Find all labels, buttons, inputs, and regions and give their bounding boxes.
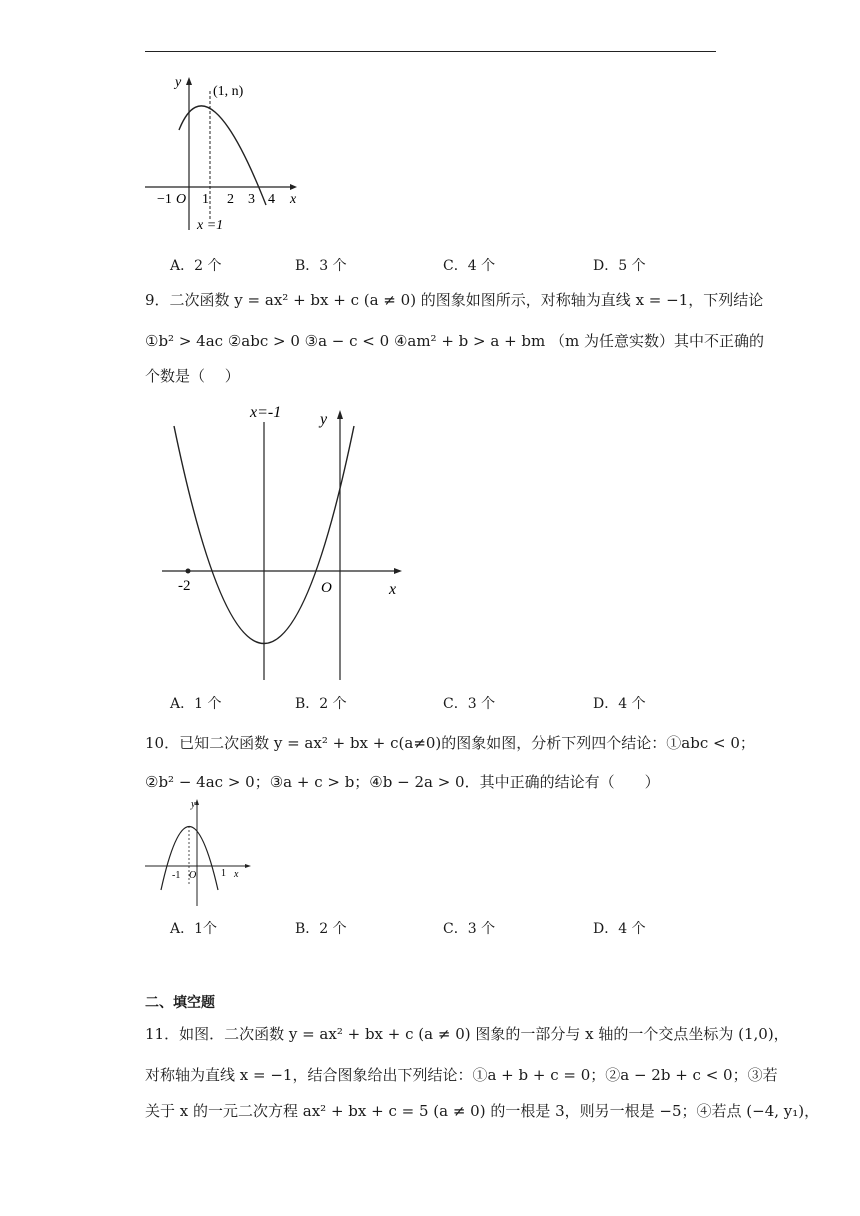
symmetry-axis-label: x=-1 — [250, 404, 282, 421]
y-axis-arrow — [337, 410, 343, 419]
q11-line-2: 对称轴为直线 x = −1，结合图象给出下列结论：①a + b + c = 0；②a − 2b + c < 0；③若 — [145, 1066, 778, 1084]
parabola-curve — [179, 106, 266, 205]
q8-option-c[interactable]: C．4 个 — [443, 258, 496, 274]
point-neg2-label: -2 — [178, 578, 191, 594]
point-neg2 — [186, 569, 191, 574]
q8-option-b[interactable]: B．3 个 — [295, 258, 347, 274]
y-axis-arrow — [186, 77, 192, 85]
origin-label: O — [189, 870, 197, 881]
tick-2: 2 — [227, 192, 234, 207]
y-label: y — [320, 411, 328, 428]
header-rule — [145, 51, 716, 52]
x-axis-arrow — [245, 864, 251, 868]
origin-label: O — [321, 580, 332, 596]
q10-option-a[interactable]: A．1个 — [170, 921, 218, 937]
tick-4: 4 — [268, 192, 275, 207]
q9-line-1: 9．二次函数 y = ax² + bx + c (a ≠ 0) 的图象如图所示，对称轴为直线 x = −1，下列结论 — [145, 291, 764, 309]
tick-1: 1 — [202, 192, 209, 207]
graph-q8 — [145, 70, 315, 235]
q9-line-3: 个数是（ ） — [145, 367, 240, 385]
q10-option-d[interactable]: D．4 个 — [593, 921, 646, 937]
tick-neg1: -1 — [172, 870, 181, 881]
y-label: y — [191, 799, 196, 810]
q8-option-a[interactable]: A．2 个 — [170, 258, 222, 274]
tick-1: 1 — [221, 868, 226, 879]
origin-label: O — [176, 192, 187, 207]
graph-q10 — [145, 798, 255, 910]
q11-line-1: 11．如图．二次函数 y = ax² + bx + c (a ≠ 0) 图象的一部分与 x 轴的一个交点坐标为 (1,0)， — [145, 1025, 789, 1043]
graph-q9 — [160, 400, 410, 685]
vertex-label: (1, n) — [213, 84, 244, 99]
q10-line-2: ②b² − 4ac > 0；③a + c > b；④b − 2a > 0．其中正确的结论有（ ） — [145, 773, 660, 791]
section-title: 二、填空题 — [145, 995, 215, 1011]
q10-option-b[interactable]: B．2 个 — [295, 921, 347, 937]
tick-neg1: −1 — [157, 192, 172, 207]
x-label: x — [290, 192, 297, 207]
y-axis-arrow — [195, 799, 199, 805]
q9-line-2: ①b² > 4ac ②abc > 0 ③a − c < 0 ④am² + b > a + bm （m 为任意实数）其中不正确的 — [145, 332, 765, 350]
x-axis-arrow — [290, 184, 297, 190]
q8-option-d[interactable]: D．5 个 — [593, 258, 646, 274]
y-label: y — [175, 75, 182, 90]
q9-option-d[interactable]: D．4 个 — [593, 696, 646, 712]
q9-option-b[interactable]: B．2 个 — [295, 696, 347, 712]
q9-option-a[interactable]: A．1 个 — [170, 696, 222, 712]
x-axis-arrow — [394, 568, 402, 574]
symmetry-axis-label: x =1 — [197, 218, 224, 233]
q11-line-3: 关于 x 的一元二次方程 ax² + bx + c = 5 (a ≠ 0) 的一根是 3，则另一根是 −5；④若点 (−4, y₁)， — [145, 1102, 820, 1120]
x-label: x — [234, 869, 239, 880]
x-label: x — [389, 581, 397, 598]
tick-3: 3 — [248, 192, 255, 207]
q10-option-c[interactable]: C．3 个 — [443, 921, 496, 937]
q10-line-1: 10．已知二次函数 y = ax² + bx + c(a≠0)的图象如图，分析下列四个结论：①abc < 0； — [145, 734, 755, 752]
q9-option-c[interactable]: C．3 个 — [443, 696, 496, 712]
